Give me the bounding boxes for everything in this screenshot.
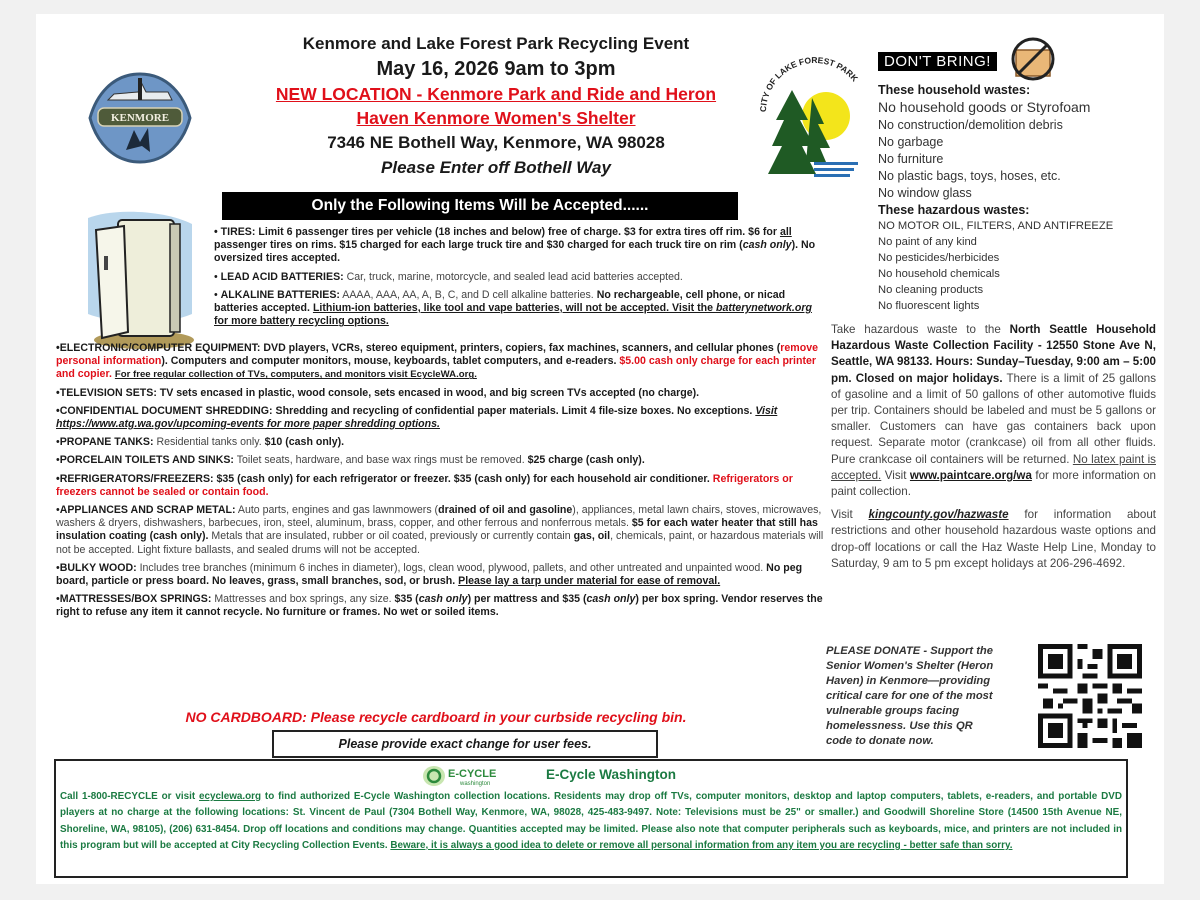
accepted-items-list (56, 342, 826, 625)
item-lead-acid: • LEAD ACID BATTERIES: Car, truck, marine, motorcycle, and sealed lead acid batteries accepted. (214, 270, 683, 283)
paintcare-link[interactable]: www.paintcare.org/wa (909, 468, 1032, 482)
hazardous-item: No paint of any kind (878, 236, 977, 248)
hazardous-wastes-heading: These hazardous wastes: (878, 203, 1030, 217)
household-item: No household goods or Styrofoam (878, 99, 1091, 115)
household-item: No plastic bags, toys, hoses, etc. (878, 169, 1061, 183)
event-address: 7346 NE Bothell Way, Kenmore, WA 98028 (327, 133, 665, 152)
donate-message: PLEASE DONATE - Support the Senior Women's Shelter (Heron Haven) in Kenmore—providing critical care for one of the most vulnerable groups facing homelessness. Use this QR code to donate now. (826, 645, 994, 747)
event-header (236, 32, 756, 180)
accepted-items-banner: Only the Following Items Will be Accepted...... (222, 192, 738, 220)
hazardous-item: No household chemicals (878, 268, 1000, 280)
donate-qr-code[interactable] (1034, 644, 1146, 748)
hazardous-item: NO MOTOR OIL, FILTERS, AND ANTIFREEZE (878, 220, 1114, 232)
exact-change-notice: Please provide exact change for user fees. (272, 730, 658, 758)
item-refrigerators: •REFRIGERATORS/FREEZERS: $35 (cash only) for each refrigerator or freezer. $35 (cash only) for each household air conditioner. Refrigerators or freezers cannot be sealed or contain food. (56, 472, 793, 498)
household-wastes-heading: These household wastes: (878, 83, 1031, 97)
item-television: •TELEVISION SETS: TV sets encased in plastic, wood console, sets encased in wood, and big screen TVs accepted (no charge). (56, 386, 700, 399)
item-shredding: •CONFIDENTIAL DOCUMENT SHREDDING: Shredding and recycling of confidential paper materials. Limit 4 file-size boxes. No exceptions. Visit https://www.atg.wa.gov/upcoming-events for more paper shredding options. (56, 404, 778, 431)
svg-text:washington: washington (460, 781, 491, 787)
ecycle-body: Call 1-800-RECYCLE or visit ecyclewa.org to find authorized E-Cycle Washington collection locations. Residents may drop off TVs, computer monitors, desktop and laptop computers, tablets, e-readers, and portable DVD players at no charge at the following locations: St. Vincent de Paul (7304 Bothell Way, Kenmore, WA, 98028, 425-483-9497. Note: Televisions must be 25" or smaller.) and Goodwill Shoreline Store (14500 15th Avenue NE, Shoreline, WA, 98105), (206) 631-8454. Drop off locations and conditions may change. Quantities accepted may be limited. Please also note that computer peripherals such as keyboards, mice, and printers are not included in this program but will be accepted at City Recycling Collection Events. Beware, it is always a good idea to delete or remove all personal information from any item you are recycling - better safe than sorry. (60, 791, 1122, 851)
hazardous-item: No cleaning products (878, 284, 984, 296)
refrigerator-clipart (74, 204, 204, 354)
item-mattresses: •MATTRESSES/BOX SPRINGS: Mattresses and box springs, any size. $35 (cash only) per mattress and $35 (cash only) per box spring. Vendor reserves the right to refuse any item it cannot recycle. No furniture or frames. No wet or soiled items. (56, 593, 823, 619)
household-item: No window glass (878, 186, 972, 200)
svg-text:E-CYCLE: E-CYCLE (448, 768, 497, 780)
item-alkaline: • ALKALINE BATTERIES: AAAA, AAA, AA, A, B, C, and D cell alkaline batteries. No rechargeable, cell phone, or nicad batteries accepted. Lithium-ion batteries, like tool and vape batteries, will not be accepted. Visit the batterynetwork.org for more battery recycling options. (214, 288, 812, 328)
ecycle-logo (422, 765, 522, 787)
ecyclewa-note: For free regular collection of TVs, computers, and monitors visit EcycleWA.org. (114, 369, 477, 381)
accepted-items-list-top (214, 226, 826, 333)
item-appliances: •APPLIANCES AND SCRAP METAL: Auto parts, engines and gas lawnmowers (drained of oil and gasoline), appliances, metal lawn chairs, stoves, microwaves, washers & dryers, dishwashers, barbecues, iron, steel, aluminum, brass, copper, and other ferrous and nonferrous metals. $5 for each water heater that still has insulation coating (cash only). Metals that are insulated, rubber or oil coated, previously or currently contain gas, oil, chemicals, paint, or hazardous materials will not be accepted. Light fixture ballasts, and sealed drums will not be accepted. (56, 504, 824, 556)
dont-bring-header (878, 52, 997, 71)
hazwaste-facility-paragraph: Take hazardous waste to the North Seattle Household Hazardous Waste Collection Facility - 12550 Stone Ave N, Seattle, WA 98133. Hours: Sunday–Tuesday, 9:00 am – 5:00 pm. Closed on major holidays. There is a limit of 25 gallons of gasoline and a limit of 50 gallons of other automotive fluids per trip. Containers should be labeled and must be 5 gallons or smaller. Customers can have gas containers back upon request. Separate motor (crankcase) oil from all other fluids. Pure crankcase oil containers will be returned. No latex paint is accepted. Visit www.paintcare.org/wa for more information on paint collection. (831, 323, 1156, 499)
ecycle-beware: Beware, it is always a good idea to delete or remove all personal information from any item you are recycling - better safe than sorry. (390, 839, 1013, 851)
entry-note: Please Enter off Bothell Way (381, 158, 611, 177)
item-propane: •PROPANE TANKS: Residential tanks only. $10 (cash only). (56, 436, 345, 449)
item-toilets: •PORCELAIN TOILETS AND SINKS: Toilet seats, hardware, and base wax rings must be removed. $25 charge (cash only). (56, 454, 645, 467)
lake-forest-park-logo (752, 50, 876, 182)
new-location-line1: NEW LOCATION - Kenmore Park and Ride and Heron (275, 84, 717, 104)
household-item: No garbage (878, 135, 944, 149)
new-location-line2: Haven Kenmore Women's Shelter (356, 108, 636, 128)
dont-bring-list (878, 82, 1168, 314)
household-item: No construction/demolition debris (878, 118, 1063, 132)
ecycle-washington-box (54, 759, 1128, 878)
atg-shredding-link[interactable]: Visit https://www.atg.wa.gov/upcoming-events for more paper shredding options. (56, 404, 778, 431)
lfp-logo-text: CITY OF LAKE FOREST PARK (757, 54, 861, 113)
kingcounty-paragraph: Visit kingcounty.gov/hazwaste for information about restrictions and other household hazardous waste options and drop-off locations or call the Haz Waste Help Line, Monday to Saturday, 9 am to 5 pm except holidays at 206-296-4692. (831, 508, 1156, 570)
no-box-icon (1008, 36, 1058, 82)
event-date: May 16, 2026 9am to 3pm (376, 58, 616, 80)
household-item: No furniture (878, 152, 944, 166)
item-electronic: •ELECTRONIC/COMPUTER EQUIPMENT: DVD players, VCRs, stereo equipment, printers, copiers, fax machines, scanners, and cellular phones (remove personal information). Computers and computer monitors, mouse, keyboards, tablet computers, and e-readers. $5.00 cash only charge for each printer and copier. For free regular collection of TVs, computers, and monitors visit EcycleWA.org. (56, 342, 818, 381)
flyer-page (36, 14, 1164, 884)
hazardous-item: No pesticides/herbicides (878, 252, 1000, 264)
event-title: Kenmore and Lake Forest Park Recycling Event (302, 34, 690, 53)
svg-text:KENMORE: KENMORE (110, 112, 170, 124)
batterynetwork-link[interactable]: batterynetwork.org (715, 302, 812, 315)
item-tires: • TIRES: Limit 6 passenger tires per vehicle (18 inches and below) free of charge. $3 for extra tires off rim. $6 for all passenger tires on rims. $15 charged for each large truck tire and $30 charged for each truck tire on rim (cash only). No oversized tires accepted. (214, 226, 816, 265)
ecycle-title: E-Cycle Washington (546, 767, 677, 782)
kenmore-logo (88, 72, 192, 164)
kingcounty-link[interactable]: kingcounty.gov/hazwaste (868, 508, 1009, 522)
ecyclewa-link[interactable]: ecyclewa.org (199, 791, 262, 802)
item-bulky-wood: •BULKY WOOD: Includes tree branches (minimum 6 inches in diameter), logs, clean wood, plywood, pallets, and other untreated and unpainted wood. No peg board, particle or press board. No leaves, grass, small branches, sod, or brush. Please lay a tarp under material for ease of removal. (56, 561, 803, 588)
dont-bring-badge: DON'T BRING! (878, 52, 997, 71)
no-cardboard-notice: NO CARDBOARD: Please recycle cardboard in your curbside recycling bin. (185, 709, 687, 725)
hazardous-item: No fluorescent lights (878, 300, 980, 312)
hazardous-waste-info (831, 322, 1156, 572)
